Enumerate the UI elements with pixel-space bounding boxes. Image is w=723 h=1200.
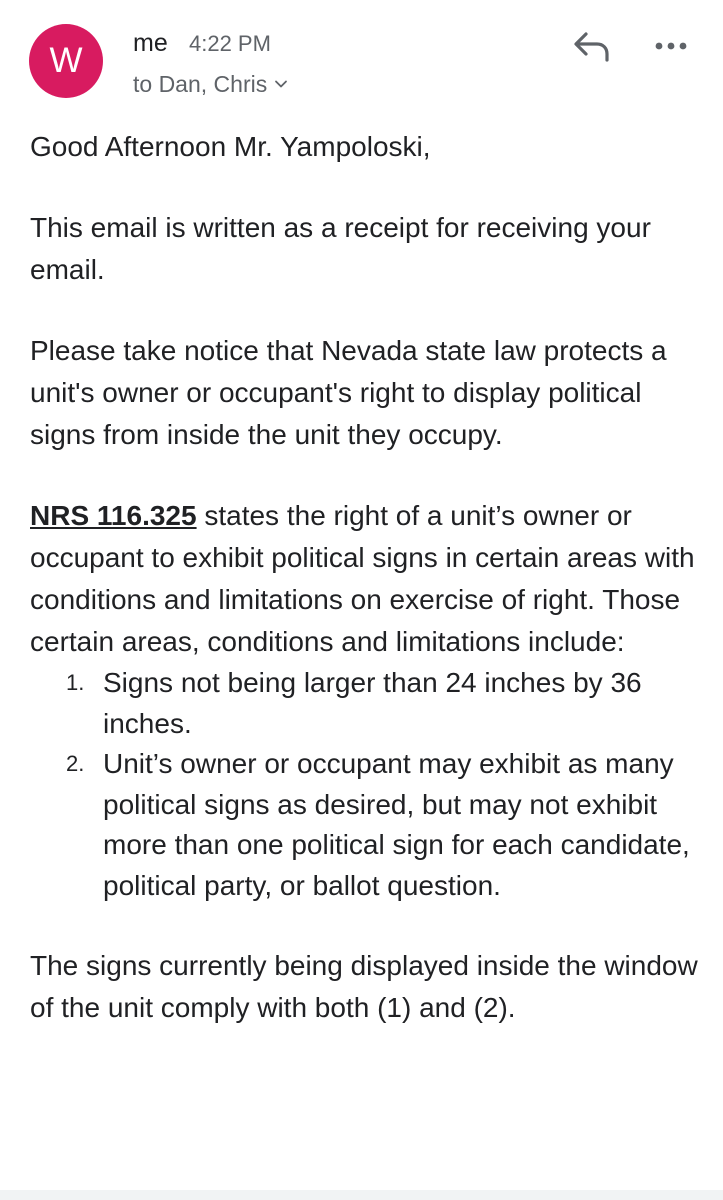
reply-icon: [570, 28, 614, 64]
list-item: [30, 663, 698, 744]
recipients-toggle[interactable]: [133, 70, 289, 98]
list-item-text: Unit’s owner or occupant may exhibit as many political signs as desired, but may not exhibit more than one political sign for each candidate, political party, or ballot question.: [103, 748, 690, 901]
more-options-icon: [651, 32, 691, 60]
body-paragraph-2: Please take notice that Nevada state law protects a unit's owner or occupant's right to display political signs from inside the unit they occupy.: [30, 335, 667, 450]
greeting: Good Afternoon Mr. Yampoloski,: [30, 131, 431, 162]
list-item-text: Signs not being larger than 24 inches by 36 inches.: [103, 667, 642, 739]
chevron-down-icon: [273, 76, 289, 92]
list-item: [30, 744, 698, 906]
recipients-label: to Dan, Chris: [133, 71, 268, 97]
message-header: [0, 0, 723, 120]
sender-avatar[interactable]: W: [29, 24, 103, 98]
nrs-link[interactable]: NRS 116.325: [30, 500, 197, 531]
message-time: 4:22 PM: [189, 31, 271, 56]
message-body: [30, 126, 698, 1029]
conditions-list: [30, 663, 698, 906]
body-paragraph-4: The signs currently being displayed inside the window of the unit comply with both (1) and (2).: [30, 950, 698, 1023]
sender-name: me: [133, 29, 168, 57]
list-number: 1.: [66, 670, 85, 695]
body-paragraph-3: [30, 495, 698, 663]
reply-button[interactable]: [570, 28, 614, 64]
body-paragraph-1: This email is written as a receipt for receiving your email.: [30, 212, 651, 285]
list-number: 2.: [66, 751, 85, 776]
body-paragraph-3-text: states the right of a unit’s owner or occupant to exhibit political signs in certain areas with conditions and limitations on exercise of right. Those certain areas, conditions and limitations include:: [30, 500, 695, 657]
bottom-divider: [0, 1190, 723, 1200]
more-options-button[interactable]: [651, 32, 691, 60]
